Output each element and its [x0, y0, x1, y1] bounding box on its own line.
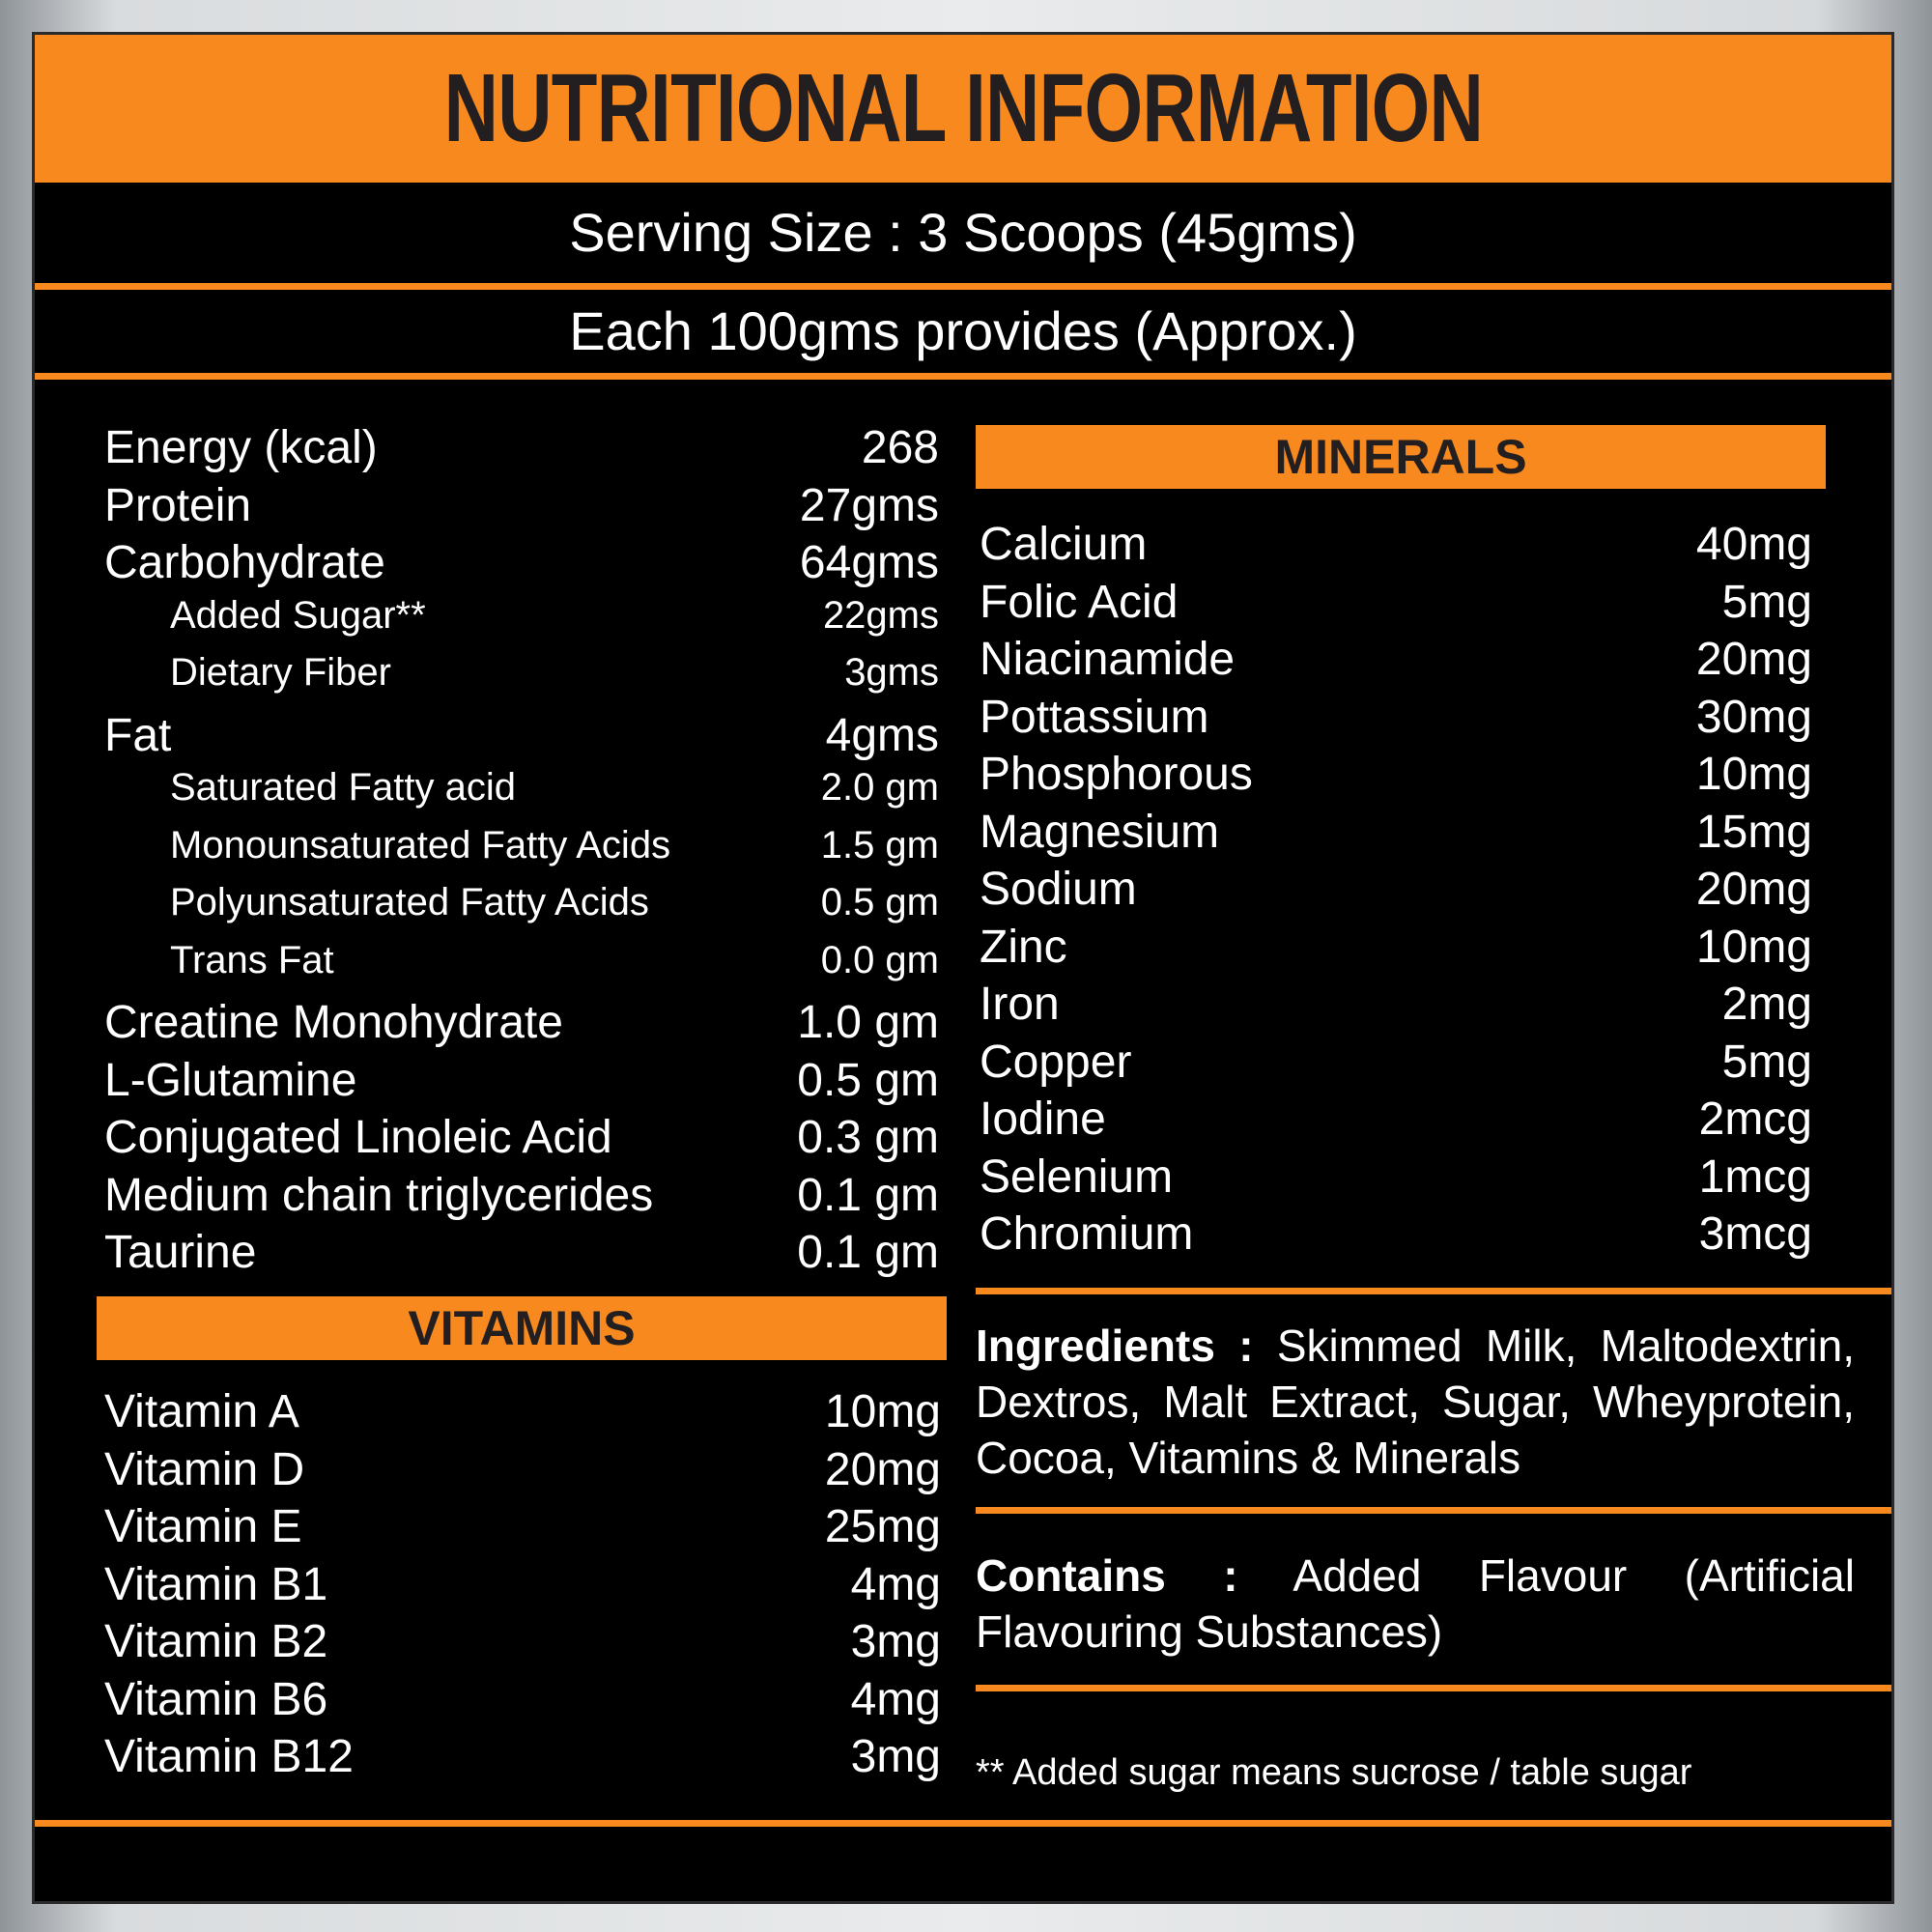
vitamin-row-label: Vitamin E [104, 1501, 302, 1552]
nutrient-row-value: 1.0 gm [797, 997, 939, 1048]
mineral-row [980, 691, 1812, 744]
mineral-row-label: Niacinamide [980, 634, 1236, 685]
title-bar [35, 35, 1891, 183]
ingredients-block [976, 1318, 1855, 1486]
nutrient-row-label: Conjugated Linoleic Acid [104, 1112, 612, 1163]
nutrient-row-label: Polyunsaturated Fatty Acids [170, 881, 649, 923]
nutrient-row [170, 939, 939, 982]
nutrient-row-value: 0.0 gm [820, 938, 939, 981]
contains-label: Contains : [976, 1550, 1238, 1601]
per-100-note: Each 100gms provides (Approx.) [569, 300, 1357, 361]
mineral-row [980, 806, 1812, 859]
mineral-row [980, 921, 1812, 974]
nutrient-row-value: 64gms [799, 537, 939, 588]
nutrient-row-label: L-Glutamine [104, 1054, 357, 1106]
mineral-row-value: 1mcg [1698, 1151, 1812, 1203]
nutrient-row-label: Taurine [104, 1227, 257, 1278]
ingredients-text: Skimmed Milk, Maltodextrin, Dextros, Malt Extract, Sugar, Wheyprotein, Cocoa, Vitamins & Minerals [976, 1321, 1856, 1483]
nutrient-row-label: Dietary Fiber [170, 651, 391, 694]
vitamin-row-value: 3mg [850, 1616, 941, 1667]
vitamin-row [104, 1558, 941, 1611]
vitamin-row-value: 10mg [824, 1386, 941, 1437]
vitamin-row [104, 1615, 941, 1668]
divider [35, 1820, 1891, 1827]
nutrient-row-value: 1.5 gm [820, 823, 939, 867]
vitamin-row-value: 25mg [824, 1501, 941, 1552]
vitamin-row-label: Vitamin D [104, 1443, 305, 1495]
mineral-row [980, 863, 1812, 916]
mineral-row [980, 1208, 1812, 1261]
mineral-row [980, 1036, 1812, 1089]
mineral-row [980, 1093, 1812, 1146]
nutrient-row-label: Protein [104, 479, 252, 531]
nutrient-row [104, 479, 939, 532]
nutrient-row [170, 594, 939, 638]
mineral-row-value: 40mg [1695, 519, 1812, 570]
mineral-row-label: Iodine [980, 1094, 1106, 1145]
vitamin-row-value: 4mg [850, 1558, 941, 1610]
mineral-row [980, 518, 1812, 571]
nutrient-row-label: Creatine Monohydrate [104, 997, 563, 1048]
mineral-row-label: Calcium [980, 519, 1148, 570]
nutrient-row [104, 421, 939, 474]
mineral-row [980, 978, 1812, 1031]
serving-size: Serving Size : 3 Scoops (45gms) [569, 202, 1357, 263]
nutrient-row-label: Added Sugar** [170, 593, 426, 637]
nutrient-row [104, 1226, 939, 1279]
vitamins-heading: VITAMINS [97, 1296, 947, 1360]
divider [35, 283, 1891, 290]
nutrient-row [104, 996, 939, 1049]
mineral-row-label: Copper [980, 1036, 1132, 1088]
mineral-row-value: 2mcg [1698, 1094, 1812, 1145]
nutrient-row-label: Carbohydrate [104, 537, 385, 588]
vitamin-row-label: Vitamin B6 [104, 1673, 328, 1725]
vitamin-row-label: Vitamin B2 [104, 1616, 328, 1667]
nutrient-row-value: 0.3 gm [797, 1112, 939, 1163]
nutrient-row-value: 3gms [844, 651, 939, 694]
contains-text: Added Flavour (Artificial Flavouring Substances) [976, 1550, 1855, 1657]
mineral-row [980, 748, 1812, 801]
nutrient-row [104, 1054, 939, 1107]
mineral-row-value: 10mg [1695, 749, 1812, 800]
vitamin-row-label: Vitamin A [104, 1386, 299, 1437]
nutrient-row-label: Medium chain triglycerides [104, 1169, 654, 1221]
vitamin-row [104, 1673, 941, 1726]
nutrient-row-value: 0.1 gm [797, 1169, 939, 1221]
nutrient-row-label: Trans Fat [170, 938, 334, 981]
nutrient-row [170, 824, 939, 867]
nutrient-row-label: Fat [104, 709, 172, 761]
nutrient-row-value: 2.0 gm [820, 766, 939, 809]
nutrient-row-value: 22gms [822, 593, 939, 637]
mineral-row-value: 5mg [1721, 1036, 1812, 1088]
mineral-row [980, 633, 1812, 686]
vitamin-row-value: 4mg [850, 1673, 941, 1725]
divider [976, 1507, 1891, 1514]
vitamin-row [104, 1443, 941, 1496]
nutrient-row-label: Saturated Fatty acid [170, 766, 516, 809]
contains-block [976, 1548, 1855, 1660]
nutrition-panel [35, 35, 1891, 1901]
mineral-row-value: 20mg [1695, 864, 1812, 915]
divider [35, 373, 1891, 380]
nutrient-row-value: 0.5 gm [820, 881, 939, 923]
nutrient-row [170, 881, 939, 924]
nutrient-row-value: 0.5 gm [797, 1054, 939, 1106]
vitamin-row-value: 20mg [824, 1443, 941, 1495]
nutrient-row [104, 709, 939, 762]
divider [976, 1685, 1891, 1691]
mineral-row-label: Iron [980, 979, 1060, 1030]
vitamin-row [104, 1500, 941, 1553]
vitamin-row-label: Vitamin B1 [104, 1558, 328, 1610]
mineral-row [980, 1151, 1812, 1204]
nutrient-row-value: 4gms [825, 709, 939, 761]
mineral-row-value: 5mg [1721, 576, 1812, 628]
mineral-row-label: Zinc [980, 921, 1067, 973]
mineral-row-value: 30mg [1695, 691, 1812, 743]
nutrient-row-value: 268 [861, 422, 939, 473]
mineral-row-value: 3mcg [1698, 1208, 1812, 1260]
nutrient-row [104, 536, 939, 589]
vitamin-row [104, 1385, 941, 1438]
mineral-row-value: 20mg [1695, 634, 1812, 685]
mineral-row-value: 10mg [1695, 921, 1812, 973]
nutrient-row [170, 651, 939, 695]
mineral-row-value: 2mg [1721, 979, 1812, 1030]
mineral-row-label: Selenium [980, 1151, 1174, 1203]
mineral-row-label: Pottassium [980, 691, 1209, 743]
mineral-row-label: Sodium [980, 864, 1137, 915]
mineral-row-label: Phosphorous [980, 749, 1253, 800]
vitamin-row-label: Vitamin B12 [104, 1731, 354, 1782]
nutrient-row [104, 1169, 939, 1222]
minerals-heading: MINERALS [976, 425, 1826, 489]
ingredients-label: Ingredients : [976, 1321, 1254, 1371]
mineral-row-label: Chromium [980, 1208, 1194, 1260]
nutrient-row-label: Monounsaturated Fatty Acids [170, 823, 671, 867]
mineral-row-label: Magnesium [980, 806, 1220, 858]
mineral-row-value: 15mg [1695, 806, 1812, 858]
mineral-row-label: Folic Acid [980, 576, 1179, 628]
nutrient-row [104, 1111, 939, 1164]
footnote: ** Added sugar means sucrose / table sugar [976, 1752, 1692, 1793]
vitamin-row-value: 3mg [850, 1731, 941, 1782]
mineral-row [980, 576, 1812, 629]
page-title: NUTRITIONAL INFORMATION [443, 54, 1483, 162]
nutrient-row-value: 27gms [799, 479, 939, 531]
nutrient-row-label: Energy (kcal) [104, 422, 378, 473]
nutrient-row-value: 0.1 gm [797, 1227, 939, 1278]
vitamin-row [104, 1730, 941, 1783]
nutrient-row [170, 766, 939, 810]
divider [976, 1288, 1891, 1294]
